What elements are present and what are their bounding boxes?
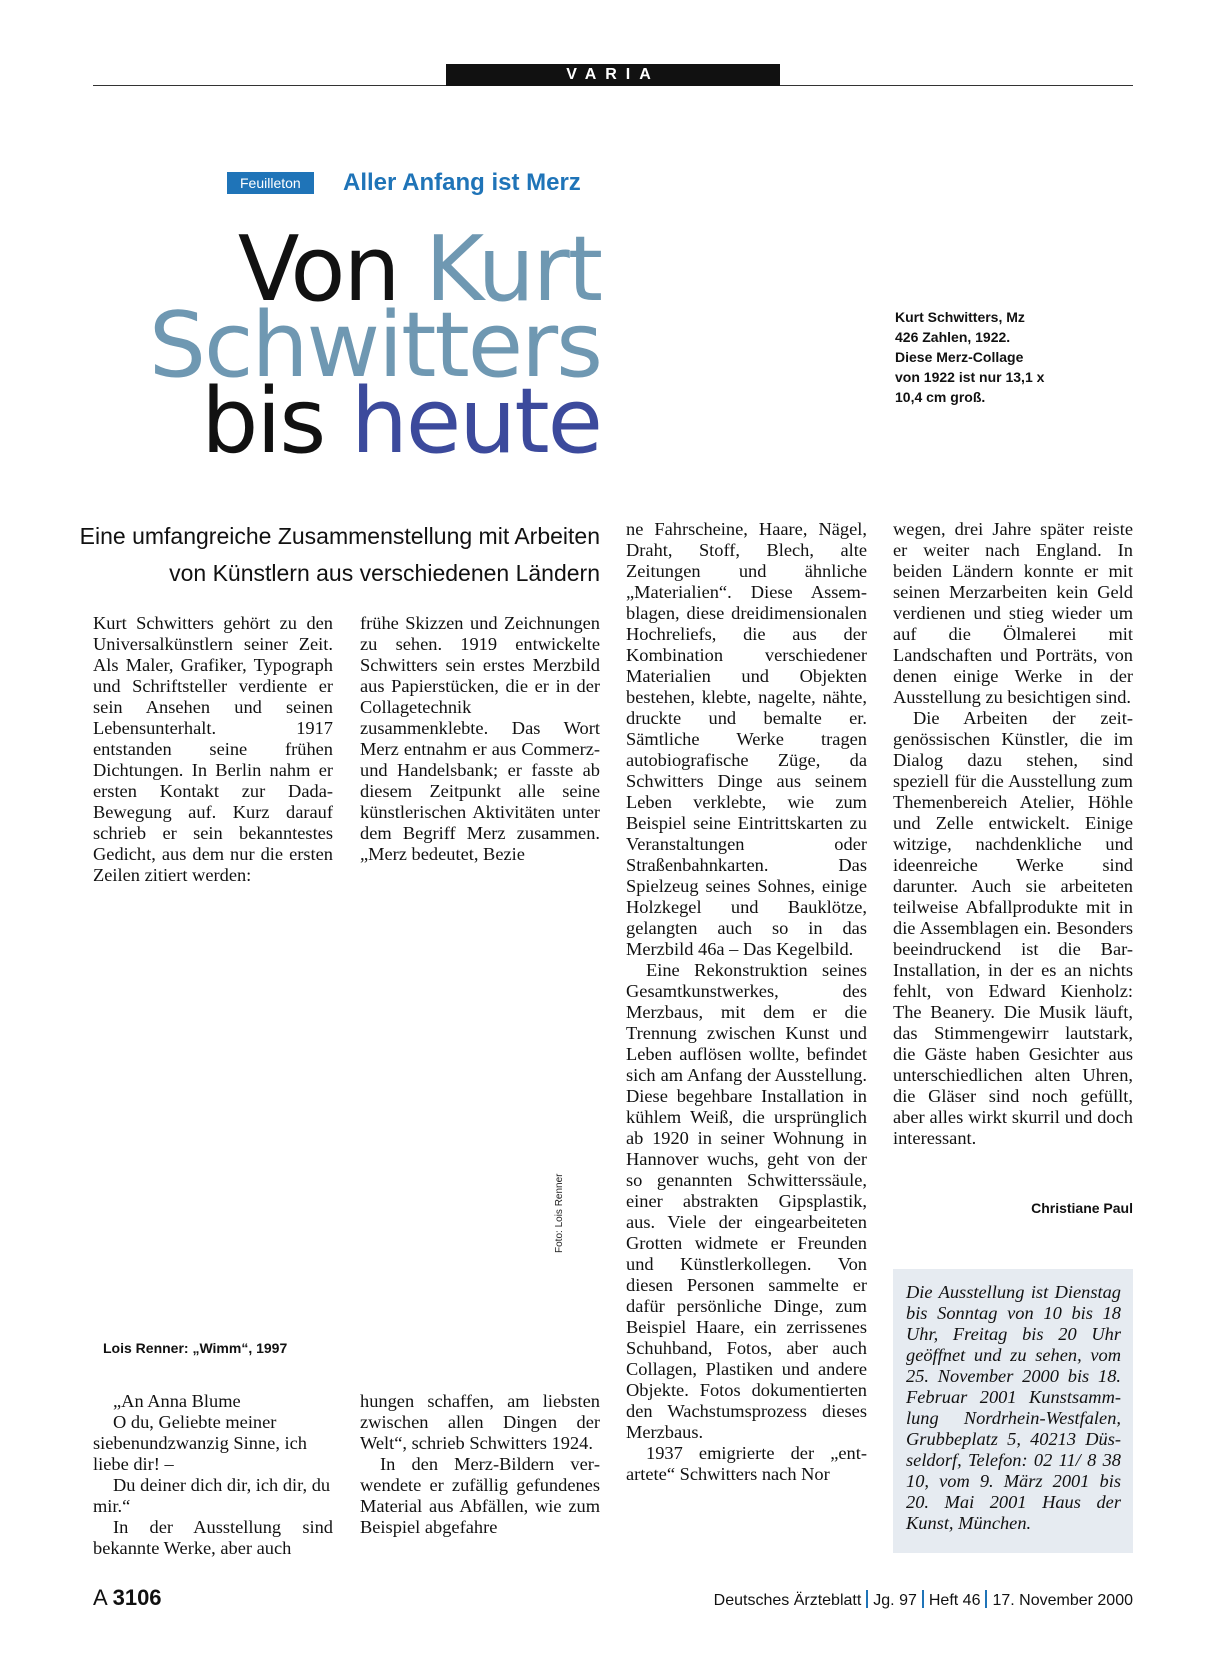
subheadline-line-2: von Künstlern aus verschiedenen Ländern xyxy=(169,560,600,586)
headline-word-heute: heute xyxy=(350,369,601,474)
photo-credit: Foto: Lois Renner xyxy=(554,1173,565,1253)
poem-line: „An Anna Blume xyxy=(113,1391,241,1411)
journal-volume: Jg. 97 xyxy=(873,1592,917,1609)
paragraph: In der Ausstellung sind bekannte Werke, aber auch xyxy=(93,1517,333,1558)
footer-separator xyxy=(866,1590,868,1608)
column-2-bottom xyxy=(360,1391,600,1538)
column-1-top xyxy=(93,613,333,886)
paragraph: Die Arbeiten der zeitgenössischen Künstler, die im Dialog dazu stehen, sind speziell für die Ausstellung zum Themenbereich Atelier, Höhle und Zelle entwickelt. Einige witzige, nachdenkliche und ideenreiche Werke sind darunter. Auch sie arbeiteten teilweise Abfallprodukte mit in die Assemblagen ein. Besonders beeindruckend ist die Bar-Installation, in der es an nichts fehlt, von Edward Kienholz: The Beanery. Die Musik läuft, das Stimmengewirr lautstark, die Gäste haben Gesichter aus unterschiedlichen alten Uhren, die Gläser sind noch gefüllt, aber alles wirkt skurril und doch interessant. xyxy=(893,708,1133,1148)
footer-separator xyxy=(922,1590,924,1608)
paragraph: frühe Skizzen und Zeichnungen zu sehen. 1919 entwickelte Schwitters sein erstes Merzbild aus Papierstücken, die er in der Collagetechnik zusammenklebte. Das Wort Merz entnahm er aus Commerz- und Handelsbank; er fasste ab diesem Zeitpunkt alle seine künstlerischen Aktivitäten unter dem Begriff Merz zusammen. „Merz bedeutet, Bezie xyxy=(360,613,600,864)
rubric-badge: Feuilleton xyxy=(227,172,314,194)
exhibition-info-text: Die Ausstellung ist Dienstag bis Sonntag von 10 bis 18 Uhr, Freitag bis 20 Uhr geöffnet und zu sehen, vom 25. November 2000 bis 18. Februar 2001 Kunstsammlung Nordrhein-Westfalen, Grubbeplatz 5, 40213 Düsseldorf, Telefon: 02 11/ 8 38 10, vom 9. März 2001 bis 20. Mai 2001 Haus der Kunst, München. xyxy=(906,1282,1121,1533)
subheadline-line-1: Eine umfangreiche Zusammenstellung mit Arbeiten xyxy=(79,523,600,549)
paragraph: 1937 emigrierte der „entartete“ Schwitters nach Nor xyxy=(626,1443,867,1484)
paragraph: wegen, drei Jahre später reiste er weiter nach England. In beiden Ländern konnte er mit seinen Merzarbeiten kein Geld verdienen und stieg wieder um auf die Ölmalerei mit Landschaften und Porträts, von denen einige Werke in der Ausstellung zu besichtigen sind. xyxy=(893,519,1133,707)
exhibition-info-box xyxy=(893,1269,1133,1553)
column-1-bottom xyxy=(93,1391,333,1559)
paragraph: ne Fahrscheine, Haare, Nägel, Draht, Stoff, Blech, alte Zeitungen und ähnliche „Materialien“. Diese Assemblagen, diese dreidimensionalen Hochreliefs, die aus der Kombination verschiedener Materialien und Objekten bestehen, klebte, nagelte, nähte, druckte und bemalte er. Sämtliche Werke tragen autobiografische Züge, da Schwitters Dinge aus seinem Leben verklebte, wie zum Beispiel seine Eintrittskarten zu Veranstaltungen oder Straßenbahnkarten. Das Spielzeug seines Sohnes, einige Holzkegel und Bauklötze, gelangten auch so in das Merzbild 46a – Das Kegelbild. xyxy=(626,519,867,959)
headline-line-2: Schwitters xyxy=(148,293,601,398)
kicker-title: Aller Anfang ist Merz xyxy=(343,169,581,196)
paragraph: hungen schaffen, am liebsten zwischen allen Dingen der Welt“, schrieb Schwitters 1924. xyxy=(360,1391,600,1453)
page-prefix: A xyxy=(93,1585,107,1610)
paragraph: Eine Rekonstruktion seines Gesamtkunstwerkes, des Merzbaus, mit dem er die Trennung zwischen Kunst und Leben auflösen wollte, befindet sich am Anfang der Ausstellung. Diese begehbare Installation in kühlem Weiß, die ursprünglich ab 1920 in seiner Wohnung in Hannover wuchs, geht von der so genannten Schwitterssäule, einer abstrakten Gipsplastik, aus. Viele der eingearbeiteten Grotten widmete er Freunden und Künstlerkollegen. Von diesen Personen sammelte er dafür persönliche Dinge, zum Beispiel Haare, ein zerrissenes Schuhband, Fotos, aber auch Collagen, Plastiken und andere Objekte. Fotos dokumentierten den Wachstumsprozess dieses Merzbaus. xyxy=(626,960,867,1442)
journal-name: Deutsches Ärzteblatt xyxy=(713,1592,862,1609)
poem-line: Du deiner dich dir, ich dir, du mir.“ xyxy=(93,1475,331,1516)
column-3 xyxy=(626,519,867,1485)
paragraph: Kurt Schwitters gehört zu den Universalkünstlern seiner Zeit. Als Maler, Grafiker, Typograph und Schriftsteller verdiente er sein Ansehen und seinen Lebensunterhalt. 1917 entstanden seine frühen Dichtungen. In Berlin nahm er ersten Kontakt zur Dada-Bewegung auf. Kurz darauf schrieb er sein bekanntestes Gedicht, aus dem nur die ersten Zeilen zitiert werden: xyxy=(93,613,333,885)
paragraph: In den Merz-Bildern verwendete er zufällig gefundenes Material aus Abfällen, wie zum Beispiel abgefahre xyxy=(360,1454,600,1537)
headline-word-von: Von xyxy=(237,217,399,322)
footer-journal-info xyxy=(714,1590,1133,1610)
headline-line-3 xyxy=(149,369,601,474)
footer-separator xyxy=(985,1590,987,1608)
artwork-caption: Kurt Schwitters, Mz 426 Zahlen, 1922. Diese Merz-Collage von 1922 ist nur 13,1 x 10,4 cm groß. xyxy=(895,309,1045,405)
photo-caption: Lois Renner: „Wimm“, 1997 xyxy=(103,1340,288,1356)
headline-word-kurt: Kurt xyxy=(425,217,601,322)
column-2-top xyxy=(360,613,600,865)
section-label: VARIA xyxy=(446,64,780,86)
page-number-value: 3106 xyxy=(112,1585,162,1610)
headline xyxy=(148,217,601,474)
journal-date: 17. November 2000 xyxy=(992,1592,1133,1609)
page-number xyxy=(93,1585,162,1611)
poem-line: O du, Geliebte meiner siebenundzwanzig Sinne, ich liebe dir! – xyxy=(93,1412,307,1474)
author-byline: Christiane Paul xyxy=(1031,1200,1133,1216)
journal-issue: Heft 46 xyxy=(928,1592,981,1609)
column-4 xyxy=(893,519,1133,1149)
subheadline xyxy=(60,518,600,592)
headline-word-bis: bis xyxy=(201,369,325,474)
